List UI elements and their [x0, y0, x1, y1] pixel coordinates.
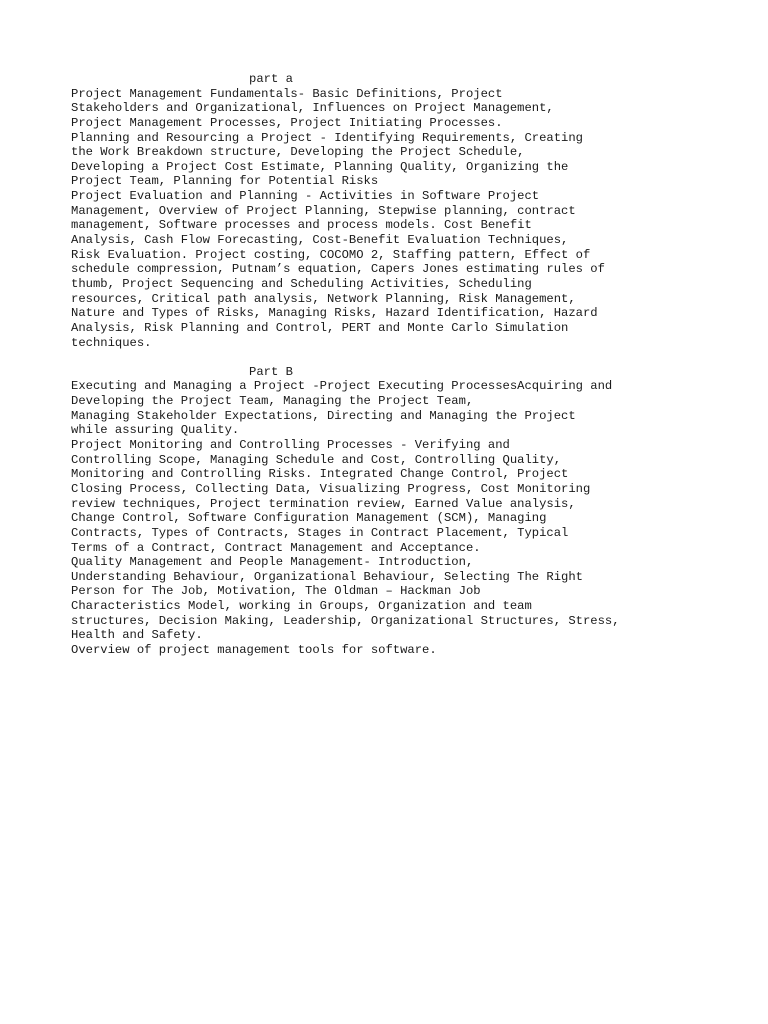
part-a-line: Planning and Resourcing a Project - Identifying Requirements, Creating: [71, 130, 583, 145]
document-text: [71, 72, 751, 658]
part-a-line: techniques.: [71, 335, 152, 350]
part-a-line: thumb, Project Sequencing and Scheduling Activities, Scheduling: [71, 276, 532, 291]
part-a-line: Project Management Processes, Project Initiating Processes.: [71, 115, 503, 130]
part-b-line: structures, Decision Making, Leadership, Organizational Structures, Stress,: [71, 613, 620, 628]
part-b-line: Quality Management and People Management- Introduction,: [71, 555, 474, 570]
part-a-line: management, Software processes and process models. Cost Benefit: [71, 218, 532, 233]
part-b-line: Contracts, Types of Contracts, Stages in Contract Placement, Typical: [71, 525, 569, 540]
part-b-heading: Part B: [249, 364, 293, 379]
part-b-line: Closing Process, Collecting Data, Visualizing Progress, Cost Monitoring: [71, 481, 591, 496]
part-b-body: [71, 379, 751, 657]
part-b-line: Executing and Managing a Project -Project Executing ProcessesAcquiring and: [71, 379, 613, 394]
part-a-line: Developing a Project Cost Estimate, Planning Quality, Organizing the: [71, 159, 569, 174]
part-a-line: Analysis, Cash Flow Forecasting, Cost-Benefit Evaluation Techniques,: [71, 233, 569, 248]
part-b-line: Project Monitoring and Controlling Processes - Verifying and: [71, 438, 510, 453]
part-b-line: Monitoring and Controlling Risks. Integrated Change Control, Project: [71, 467, 569, 482]
part-b-line: Change Control, Software Configuration Management (SCM), Managing: [71, 511, 547, 526]
part-a-line: Project Evaluation and Planning - Activities in Software Project: [71, 189, 540, 204]
part-a-heading: part a: [249, 72, 293, 86]
part-b-line: Person for The Job, Motivation, The Oldman – Hackman Job: [71, 584, 481, 599]
part-a-line: Analysis, Risk Planning and Control, PERT and Monte Carlo Simulation: [71, 320, 569, 335]
part-b-line: Managing Stakeholder Expectations, Directing and Managing the Project: [71, 408, 576, 423]
part-a-line: resources, Critical path analysis, Network Planning, Risk Management,: [71, 291, 576, 306]
part-a-body: [71, 87, 751, 351]
part-b-line: Developing the Project Team, Managing the Project Team,: [71, 394, 474, 409]
part-a-line: the Work Breakdown structure, Developing the Project Schedule,: [71, 145, 525, 160]
part-b-line: Characteristics Model, working in Groups, Organization and team: [71, 599, 532, 614]
part-a-line: Stakeholders and Organizational, Influences on Project Management,: [71, 101, 554, 116]
part-b-line: review techniques, Project termination review, Earned Value analysis,: [71, 496, 576, 511]
part-b-line: Health and Safety.: [71, 628, 203, 643]
part-b-line: Understanding Behaviour, Organizational Behaviour, Selecting The Right: [71, 569, 583, 584]
part-b-line: Overview of project management tools for software.: [71, 642, 437, 657]
part-b-line: Controlling Scope, Managing Schedule and Cost, Controlling Quality,: [71, 452, 562, 467]
part-a-line: schedule compression, Putnam’s equation, Capers Jones estimating rules of: [71, 262, 605, 277]
part-b-line: Terms of a Contract, Contract Management and Acceptance.: [71, 540, 481, 555]
part-a-line: Project Team, Planning for Potential Risks: [71, 174, 379, 189]
part-a-line: Nature and Types of Risks, Managing Risks, Hazard Identification, Hazard: [71, 306, 598, 321]
part-a-line: Management, Overview of Project Planning, Stepwise planning, contract: [71, 203, 576, 218]
part-a-line: Risk Evaluation. Project costing, COCOMO 2, Staffing pattern, Effect of: [71, 247, 591, 262]
section-gap: [71, 350, 751, 365]
part-b-line: while assuring Quality.: [71, 423, 240, 438]
part-a-line: Project Management Fundamentals- Basic Definitions, Project: [71, 86, 503, 101]
